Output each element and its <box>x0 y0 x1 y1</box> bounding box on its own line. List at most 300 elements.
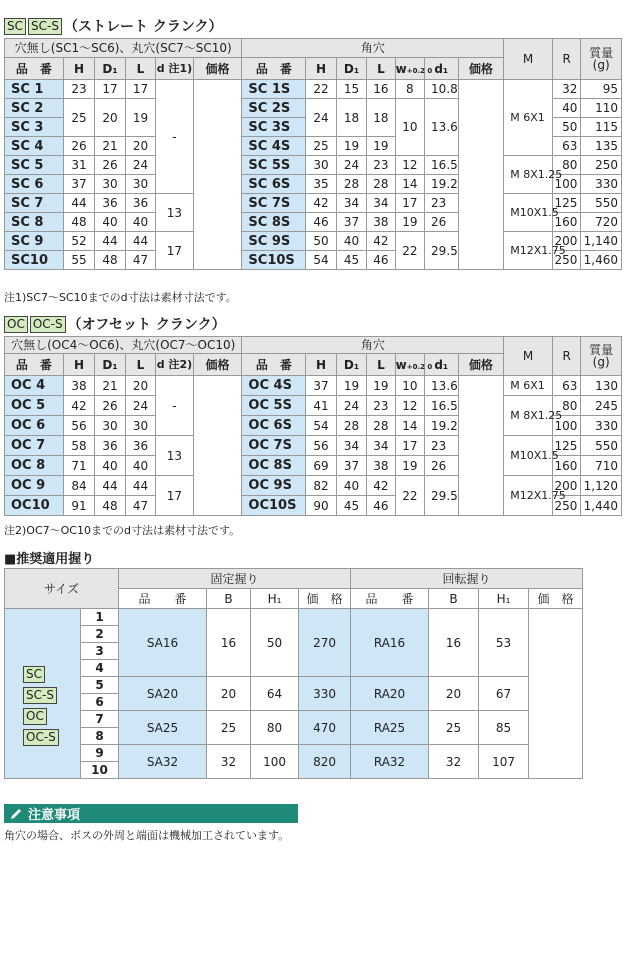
table-row-sc6s: SC 6S <box>242 175 306 194</box>
sc-h-hinban: 品 番 <box>5 58 64 80</box>
sc-h-r: R <box>552 39 580 80</box>
cell: 42 <box>367 476 395 496</box>
oc-h-hinban: 品 番 <box>5 354 64 376</box>
grip-rotate-ra25: RA25 <box>351 711 429 745</box>
cell: 1,440 <box>581 496 622 516</box>
grip-h-price-r: 価 格 <box>529 589 583 609</box>
cell: 64 <box>251 677 299 711</box>
grip-size-9: 9 <box>81 745 119 762</box>
oc-h-l-s: L <box>367 354 395 376</box>
table-row-oc6: OC 6 <box>5 416 64 436</box>
cell: 22 <box>306 80 336 99</box>
cell: 46 <box>367 496 395 516</box>
oc-h-d1-s: D₁ <box>336 354 366 376</box>
sc-h-h-s: H <box>306 58 336 80</box>
oc-m4: M12X1.75 <box>504 476 553 516</box>
cell: 23 <box>367 156 395 175</box>
cell: 8 <box>395 80 424 99</box>
cell: 24 <box>306 99 336 137</box>
cell: 47 <box>125 251 155 270</box>
sc-h-m: M <box>504 39 553 80</box>
oc-s-tag: OC-S <box>30 316 66 333</box>
table-row-sc8s: SC 8S <box>242 213 306 232</box>
grip-tag-sc: SC <box>23 666 45 683</box>
cell: 19 <box>367 137 395 156</box>
cell: 36 <box>125 436 155 456</box>
cell: 30 <box>125 416 155 436</box>
cell: 36 <box>95 194 125 213</box>
cell: 14 <box>395 175 424 194</box>
grip-fixed-sa16: SA16 <box>119 609 207 677</box>
table-row-sc2s: SC 2S <box>242 99 306 118</box>
table-row-oc10: OC10 <box>5 496 64 516</box>
cell: 44 <box>95 232 125 251</box>
table-row-sc2: SC 2 <box>5 99 64 118</box>
cell: 270 <box>299 609 351 677</box>
cell: 63 <box>552 376 580 396</box>
cell: 26 <box>425 213 458 232</box>
cell: 250 <box>552 496 580 516</box>
cell: 550 <box>581 194 622 213</box>
cell: 25 <box>429 711 479 745</box>
table-row-oc6s: OC 6S <box>242 416 306 436</box>
cell: 58 <box>63 436 94 456</box>
oc-h-l: L <box>125 354 155 376</box>
cell: 110 <box>581 99 622 118</box>
table-row-sc1: SC 1 <box>5 80 64 99</box>
cell: 30 <box>125 175 155 194</box>
cell: 22 <box>395 476 424 516</box>
cell: 18 <box>336 99 366 137</box>
oc-m3: M10X1.5 <box>504 436 553 476</box>
oc-h-h-s: H <box>306 354 336 376</box>
oc-h-r: R <box>552 337 580 376</box>
table-row-oc8: OC 8 <box>5 456 64 476</box>
cell: 54 <box>306 416 336 436</box>
oc-title <box>4 314 226 334</box>
cell: 42 <box>63 396 94 416</box>
table-row-sc10s: SC10S <box>242 251 306 270</box>
cell: 55 <box>63 251 94 270</box>
oc-d-17: 17 <box>156 476 194 516</box>
table-row-sc8: SC 8 <box>5 213 64 232</box>
table-row-oc4s: OC 4S <box>242 376 306 396</box>
caution-title: 注意事項 <box>28 808 81 823</box>
grip-rotate-ra16: RA16 <box>351 609 429 677</box>
table-row-sc3s: SC 3S <box>242 118 306 137</box>
cell: 30 <box>306 156 336 175</box>
grip-size-10: 10 <box>81 762 119 779</box>
oc-m2: M 8X1.25 <box>504 396 553 436</box>
table-row-oc9s: OC 9S <box>242 476 306 496</box>
cell: 10 <box>395 99 424 156</box>
cell: 22 <box>395 232 424 270</box>
grip-h-price-f: 価 格 <box>299 589 351 609</box>
cell: 130 <box>581 376 622 396</box>
cell: 19 <box>395 456 424 476</box>
cell: 90 <box>306 496 336 516</box>
cell: 115 <box>581 118 622 137</box>
cell: 330 <box>581 416 622 436</box>
oc-h-d: d 注2) <box>156 354 194 376</box>
cell: 42 <box>367 232 395 251</box>
cell: 25 <box>207 711 251 745</box>
cell: 250 <box>581 156 622 175</box>
cell: 54 <box>306 251 336 270</box>
grip-size-1: 1 <box>81 609 119 626</box>
grip-size-tags <box>5 609 81 779</box>
cell: 1,140 <box>581 232 622 251</box>
cell: 19 <box>336 137 366 156</box>
grip-h-rotate: 回転握り <box>351 569 583 589</box>
cell: 200 <box>552 476 580 496</box>
cell: 710 <box>581 456 622 476</box>
cell: 160 <box>552 213 580 232</box>
cell: 23 <box>425 194 458 213</box>
table-row-oc7s: OC 7S <box>242 436 306 456</box>
cell: 16 <box>207 609 251 677</box>
table-row-oc5: OC 5 <box>5 396 64 416</box>
cell: 29.5 <box>425 476 458 516</box>
cell: 48 <box>95 251 125 270</box>
cell: 40 <box>125 456 155 476</box>
oc-title-text: （オフセット クランク） <box>67 317 226 333</box>
cell: 15 <box>336 80 366 99</box>
cell: 46 <box>367 251 395 270</box>
cell: 28 <box>336 175 366 194</box>
grip-h-h1-r: H₁ <box>479 589 529 609</box>
cell: 47 <box>125 496 155 516</box>
cell: 44 <box>125 232 155 251</box>
cell: 13.6 <box>425 376 458 396</box>
cell: 330 <box>581 175 622 194</box>
cell: 17 <box>395 194 424 213</box>
pencil-icon <box>4 804 28 823</box>
cell: 56 <box>63 416 94 436</box>
grip-size-2: 2 <box>81 626 119 643</box>
grip-size-6: 6 <box>81 694 119 711</box>
cell: 23 <box>367 396 395 416</box>
oc-h-h: H <box>63 354 94 376</box>
cell: 40 <box>95 213 125 232</box>
cell: 26 <box>95 396 125 416</box>
cell: 50 <box>552 118 580 137</box>
sc-h-price-s: 価格 <box>458 58 504 80</box>
cell: 29.5 <box>425 232 458 270</box>
table-row-sc6: SC 6 <box>5 175 64 194</box>
cell: 19 <box>125 99 155 137</box>
cell: 28 <box>367 416 395 436</box>
table-row-oc10s: OC10S <box>242 496 306 516</box>
cell: 24 <box>125 156 155 175</box>
cell: 38 <box>63 376 94 396</box>
cell: 45 <box>336 251 366 270</box>
cell: 17 <box>95 80 125 99</box>
cell: 40 <box>552 99 580 118</box>
table-row-sc7: SC 7 <box>5 194 64 213</box>
grip-rotate-ra20: RA20 <box>351 677 429 711</box>
cell: 20 <box>207 677 251 711</box>
oc-h-price: 価格 <box>193 354 242 376</box>
grip-size-8: 8 <box>81 728 119 745</box>
grip-h-b-f: B <box>207 589 251 609</box>
cell: 71 <box>63 456 94 476</box>
sc-s-tag: SC-S <box>28 18 62 35</box>
oc-table <box>4 336 622 516</box>
sc-h-price: 価格 <box>193 58 242 80</box>
grip-section-title: ■推奨適用握り <box>4 552 95 567</box>
grip-h-b-r: B <box>429 589 479 609</box>
cell: 17 <box>125 80 155 99</box>
table-row-oc7: OC 7 <box>5 436 64 456</box>
sc-m1: M 6X1 <box>504 80 553 156</box>
cell: 37 <box>336 213 366 232</box>
cell: 125 <box>552 194 580 213</box>
cell: 23 <box>63 80 94 99</box>
sc-table <box>4 38 622 270</box>
cell: 24 <box>125 396 155 416</box>
sc-price-empty-s <box>458 80 504 270</box>
cell: 37 <box>63 175 94 194</box>
cell: 37 <box>336 456 366 476</box>
cell: 80 <box>251 711 299 745</box>
cell: 550 <box>581 436 622 456</box>
sc-title-text: （ストレート クランク） <box>63 19 223 35</box>
cell: 16 <box>429 609 479 677</box>
cell: 160 <box>552 456 580 476</box>
cell: 820 <box>299 745 351 779</box>
cell: 24 <box>336 396 366 416</box>
cell: 12 <box>395 156 424 175</box>
oc-h-hinban-s: 品 番 <box>242 354 306 376</box>
grip-tag-sc-s: SC-S <box>23 687 57 704</box>
sc-h-l-s: L <box>367 58 395 80</box>
oc-h-m: M <box>504 337 553 376</box>
cell: 40 <box>336 232 366 251</box>
cell: 36 <box>125 194 155 213</box>
cell: 35 <box>306 175 336 194</box>
cell: 16.5 <box>425 156 458 175</box>
cell: 24 <box>336 156 366 175</box>
cell: 16 <box>367 80 395 99</box>
cell: 34 <box>367 194 395 213</box>
cell: 25 <box>63 99 94 137</box>
oc-tag: OC <box>4 316 28 333</box>
cell: 42 <box>306 194 336 213</box>
cell: 125 <box>552 436 580 456</box>
oc-h-price-s: 価格 <box>458 354 504 376</box>
cell: 18 <box>367 99 395 137</box>
grip-rotate-price-empty <box>529 609 583 779</box>
cell: 53 <box>479 609 529 677</box>
oc-h-mass: 質量 (g) <box>581 337 622 376</box>
sc-m2: M 8X1.25 <box>504 156 553 194</box>
sc-d-13: 13 <box>156 194 194 232</box>
cell: 330 <box>299 677 351 711</box>
cell: 19 <box>395 213 424 232</box>
cell: 100 <box>552 175 580 194</box>
cell: 82 <box>306 476 336 496</box>
cell: 38 <box>367 213 395 232</box>
table-row-sc9s: SC 9S <box>242 232 306 251</box>
cell: 41 <box>306 396 336 416</box>
cell: 69 <box>306 456 336 476</box>
cell: 16.5 <box>425 396 458 416</box>
cell: 67 <box>479 677 529 711</box>
table-row-sc5: SC 5 <box>5 156 64 175</box>
table-row-sc9: SC 9 <box>5 232 64 251</box>
cell: 1,120 <box>581 476 622 496</box>
cell: 45 <box>336 496 366 516</box>
cell: 34 <box>336 436 366 456</box>
sc-d-dash: - <box>156 80 194 194</box>
sc-title <box>4 16 223 36</box>
sc-tag: SC <box>4 18 26 35</box>
cell: 19.2 <box>425 416 458 436</box>
grip-tag-oc-s: OC-S <box>23 729 59 746</box>
cell: 40 <box>95 456 125 476</box>
cell: 26 <box>425 456 458 476</box>
cell: 91 <box>63 496 94 516</box>
cell: 44 <box>95 476 125 496</box>
oc-price-empty-s <box>458 376 504 516</box>
oc-price-empty <box>193 376 242 516</box>
cell: 21 <box>95 137 125 156</box>
cell: 28 <box>336 416 366 436</box>
cell: 470 <box>299 711 351 745</box>
cell: 19.2 <box>425 175 458 194</box>
table-row-sc3: SC 3 <box>5 118 64 137</box>
cell: 44 <box>63 194 94 213</box>
cell: 30 <box>95 175 125 194</box>
grip-tag-oc: OC <box>23 708 47 725</box>
cell: 19 <box>336 376 366 396</box>
cell: 36 <box>95 436 125 456</box>
table-row-sc5s: SC 5S <box>242 156 306 175</box>
cell: 80 <box>552 156 580 175</box>
cell: 40 <box>336 476 366 496</box>
cell: 25 <box>306 137 336 156</box>
cell: 23 <box>425 436 458 456</box>
oc-d-13: 13 <box>156 436 194 476</box>
cell: 26 <box>63 137 94 156</box>
sc-h-w: w+0.2 0 <box>395 58 424 80</box>
table-row-oc5s: OC 5S <box>242 396 306 416</box>
cell: 21 <box>95 376 125 396</box>
cell: 100 <box>552 416 580 436</box>
cell: 48 <box>95 496 125 516</box>
cell: 12 <box>395 396 424 416</box>
cell: 1,460 <box>581 251 622 270</box>
grip-h-size: サイズ <box>5 569 119 609</box>
sc-group-left: 穴無し(SC1～SC6)、丸穴(SC7～SC10) <box>5 39 242 58</box>
grip-rotate-ra32: RA32 <box>351 745 429 779</box>
sc-h-hinban-s: 品 番 <box>242 58 306 80</box>
table-row-sc10: SC10 <box>5 251 64 270</box>
grip-fixed-sa25: SA25 <box>119 711 207 745</box>
sc-m4: M12X1.75 <box>504 232 553 270</box>
table-row-sc1s: SC 1S <box>242 80 306 99</box>
grip-size-7: 7 <box>81 711 119 728</box>
table-row-oc4: OC 4 <box>5 376 64 396</box>
cell: 32 <box>429 745 479 779</box>
sc-h-d1-s: D₁ <box>336 58 366 80</box>
cell: 38 <box>367 456 395 476</box>
oc-d-dash: - <box>156 376 194 436</box>
table-row-oc8s: OC 8S <box>242 456 306 476</box>
grip-h-fixed: 固定握り <box>119 569 351 589</box>
cell: 28 <box>367 175 395 194</box>
cell: 135 <box>581 137 622 156</box>
cell: 20 <box>429 677 479 711</box>
oc-group-right: 角穴 <box>242 337 504 354</box>
sc-h-l: L <box>125 58 155 80</box>
grip-h-h1-f: H₁ <box>251 589 299 609</box>
cell: 245 <box>581 396 622 416</box>
cell: 26 <box>95 156 125 175</box>
cell: 20 <box>125 137 155 156</box>
cell: 13.6 <box>425 99 458 156</box>
caution-text: 角穴の場合、ボスの外周と端面は機械加工されています。 <box>4 829 290 842</box>
cell: 34 <box>336 194 366 213</box>
sc-h-h: H <box>63 58 94 80</box>
cell: 48 <box>63 213 94 232</box>
oc-h-d1: D₁ <box>95 354 125 376</box>
sc-h-d: d 注1) <box>156 58 194 80</box>
sc-note: 注1)SC7～SC10までのd寸法は素材寸法です。 <box>4 291 237 304</box>
table-row-sc4: SC 4 <box>5 137 64 156</box>
grip-size-5: 5 <box>81 677 119 694</box>
cell: 50 <box>306 232 336 251</box>
table-row-oc9: OC 9 <box>5 476 64 496</box>
cell: 250 <box>552 251 580 270</box>
cell: 56 <box>306 436 336 456</box>
sc-group-right: 角穴 <box>242 39 504 58</box>
cell: 63 <box>552 137 580 156</box>
cell: 85 <box>479 711 529 745</box>
oc-h-w: w+0.2 0 <box>395 354 424 376</box>
sc-price-empty <box>193 80 242 270</box>
cell: 52 <box>63 232 94 251</box>
cell: 19 <box>367 376 395 396</box>
grip-size-3: 3 <box>81 643 119 660</box>
oc-h-d1-hole: d₁ <box>425 354 458 376</box>
cell: 107 <box>479 745 529 779</box>
cell: 80 <box>552 396 580 416</box>
sc-h-mass: 質量 (g) <box>581 39 622 80</box>
cell: 32 <box>552 80 580 99</box>
cell: 46 <box>306 213 336 232</box>
grip-table <box>4 568 583 779</box>
sc-h-d1-hole: d₁ <box>425 58 458 80</box>
cell: 95 <box>581 80 622 99</box>
grip-fixed-sa20: SA20 <box>119 677 207 711</box>
cell: 32 <box>207 745 251 779</box>
cell: 14 <box>395 416 424 436</box>
cell: 44 <box>125 476 155 496</box>
table-row-sc4s: SC 4S <box>242 137 306 156</box>
cell: 30 <box>95 416 125 436</box>
cell: 34 <box>367 436 395 456</box>
caution-header <box>4 804 298 823</box>
grip-size-4: 4 <box>81 660 119 677</box>
cell: 17 <box>395 436 424 456</box>
grip-fixed-sa32: SA32 <box>119 745 207 779</box>
cell: 31 <box>63 156 94 175</box>
table-row-sc7s: SC 7S <box>242 194 306 213</box>
oc-group-left: 穴無し(OC4～OC6)、丸穴(OC7～OC10) <box>5 337 242 354</box>
cell: 10 <box>395 376 424 396</box>
